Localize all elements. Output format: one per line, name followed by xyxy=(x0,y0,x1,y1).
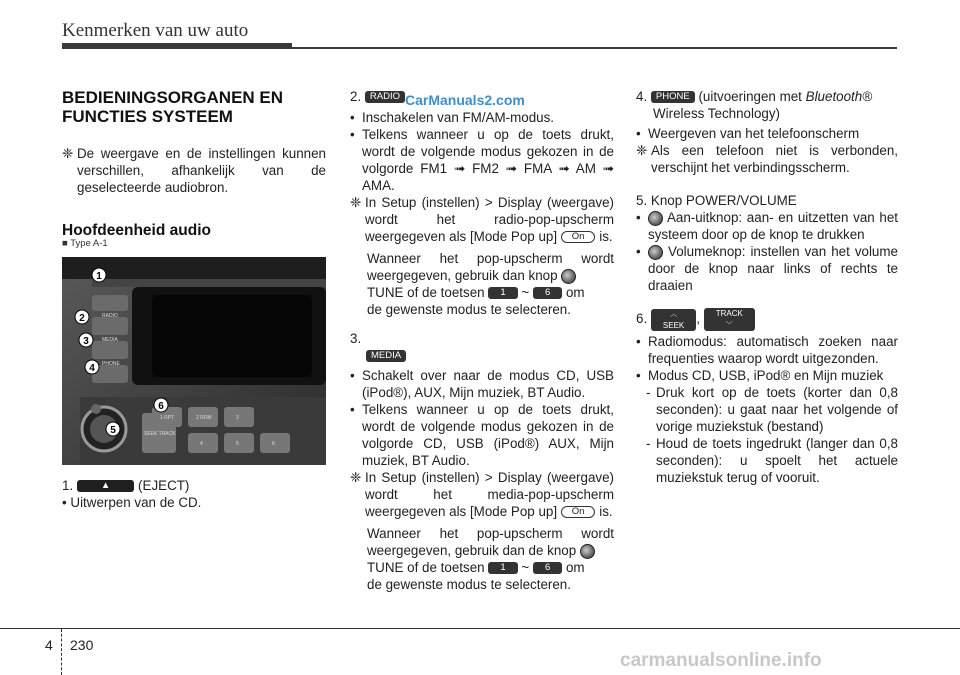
note-marker: ❈ xyxy=(636,143,648,158)
preset-1-button-icon: 1 xyxy=(488,562,517,574)
bullet-text: Aan-uitknop: aan- en uitzetten van het systeem door op de knop te drukken xyxy=(648,210,898,242)
media-button-icon: MEDIA xyxy=(366,350,406,362)
note-text-end: is. xyxy=(599,229,613,244)
header-bar xyxy=(62,43,292,49)
phone-button-icon: PHONE xyxy=(651,91,695,103)
item-1-number: 1. xyxy=(62,478,74,493)
bullet-text: Volumeknop: instellen van het volume door de knop naar links of rechts te draaien xyxy=(648,244,898,293)
section-number: 4 xyxy=(45,637,53,653)
item-6-number: 6. xyxy=(636,311,648,327)
bullet-text: Modus CD, USB, iPod® en Mijn muziek xyxy=(648,368,884,383)
panel-label-media: MEDIA xyxy=(102,337,118,343)
callout-5 xyxy=(106,422,120,436)
panel-label-4: 4 xyxy=(200,441,203,447)
item-5-heading: 5. Knop POWER/VOLUME xyxy=(636,193,797,208)
dash-item: - Houd de toets ingedrukt (langer dan 0,8 seconden): u spoelt het actuele muziekstuk terug of vooruit. xyxy=(646,436,898,485)
on-toggle-icon: On xyxy=(561,506,596,518)
note-text: Als een telefoon niet is verbonden, verschijnt het verbindingsscherm. xyxy=(651,143,898,175)
bluetooth-text: Bluetooth® xyxy=(805,89,873,104)
track-button-icon: TRACK ﹀ xyxy=(704,308,755,331)
preset-6-button-icon: 6 xyxy=(533,287,562,299)
seek-button-icon: ︿ SEEK xyxy=(651,309,696,331)
callout-6 xyxy=(154,398,168,412)
note-text: In Setup (instellen) > Display (weergave) wordt het media-pop-upscherm weergegeven als [Mode Pop up] xyxy=(365,470,614,519)
callout-3 xyxy=(79,333,93,347)
bullet: • Inschakelen van FM/AM-modus. xyxy=(350,109,614,126)
section-heading-line-2: FUNCTIES SYSTEEM xyxy=(62,107,233,126)
callout-1 xyxy=(92,268,106,282)
range-tilde: ~ xyxy=(521,285,530,300)
paragraph xyxy=(350,525,614,593)
svg-text:1: 1 xyxy=(96,271,102,282)
preset-1-button-icon: 1 xyxy=(488,287,517,299)
item-4-number: 4. xyxy=(636,89,648,104)
tune-knob-icon xyxy=(580,544,595,559)
svg-text:2: 2 xyxy=(79,313,85,324)
note xyxy=(636,142,898,176)
note xyxy=(350,194,614,245)
page-number: 230 xyxy=(70,637,94,653)
power-knob-icon xyxy=(648,211,663,226)
item-1-label: (EJECT) xyxy=(138,478,190,493)
note xyxy=(350,469,614,520)
panel-label-6: 6 xyxy=(272,441,275,447)
bullet: • Telkens wanneer u op de toets drukt, wordt de volgende modus gekozen in de volgorde FM1 ➟ FM2 ➟ FMA ➟ AM ➟ AMA. xyxy=(350,127,614,193)
bullet: • Aan-uitknop: aan- en uitzetten van het systeem door op de knop te drukken xyxy=(636,210,898,242)
bullet-text: Schakelt over naar de modus CD, USB (iPod®), AUX, Mijn muziek, BT Audio. xyxy=(362,368,614,400)
eject-button-icon: ▲ xyxy=(77,480,134,492)
bullet: • Telkens wanneer u op de toets drukt, wordt de volgende modus gekozen in de volgorde CD, USB (iPod®) AUX, Mijn muziek, BT Audio. xyxy=(350,402,614,468)
callout-2 xyxy=(75,310,89,324)
note-text: De weergave en de instellingen kunnen verschillen, afhankelijk van de geselecteerde audiobron. xyxy=(77,146,326,195)
bullet: • Weergeven van het telefoonscherm xyxy=(636,125,898,142)
section-heading xyxy=(62,88,326,126)
note-marker: ❈ xyxy=(350,195,362,210)
dash-text: Druk kort op de toets (korter dan 0,8 seconden): u gaat naar het volgende of vorige muziekstuk (bestand) xyxy=(656,385,898,434)
paragraph-text: om xyxy=(565,285,585,300)
separator: , xyxy=(696,311,700,327)
dash-item: - Druk kort op de toets (korter dan 0,8 seconden): u gaat naar het volgende of vorige muziekstuk (bestand) xyxy=(646,385,898,434)
preset-6-button-icon: 6 xyxy=(533,562,562,574)
note-text-end: is. xyxy=(599,504,613,519)
dash-text: Houd de toets ingedrukt (langer dan 0,8 seconden): u spoelt het actuele muziekstuk terug of vooruit. xyxy=(656,436,898,485)
bullet: • Volumeknop: instellen van het volume door de knop naar links of rechts te draaien xyxy=(636,244,898,293)
paragraph-text: Wanneer het pop-upscherm wordt weergegeven, gebruik dan de knop xyxy=(367,526,614,558)
paragraph xyxy=(350,250,614,318)
subheading: Hoofdeenheid audio xyxy=(62,222,211,239)
volume-knob-icon xyxy=(648,245,663,260)
paragraph-text: TUNE of de toetsen xyxy=(367,560,485,575)
svg-text:5: 5 xyxy=(110,425,116,436)
bullet: • Modus CD, USB, iPod® en Mijn muziek xyxy=(636,367,898,384)
column-1 xyxy=(62,88,326,239)
paragraph-text: de gewenste modus te selecteren. xyxy=(367,302,571,317)
panel-label-seek-track: SEEK TRACK xyxy=(144,431,176,437)
on-toggle-icon: On xyxy=(561,231,596,243)
footer-rule xyxy=(0,628,960,629)
bullet-text: Inschakelen van FM/AM-modus. xyxy=(362,110,555,125)
callout-4 xyxy=(85,360,99,374)
svg-text:4: 4 xyxy=(89,363,95,374)
note xyxy=(62,145,326,196)
bullet-text: Telkens wanneer u op de toets drukt, wordt de volgende modus gekozen in de volgorde FM1 ➟ FM2 ➟ FMA ➟ AM ➟ AMA. xyxy=(362,127,614,193)
type-label: ■ Type A-1 xyxy=(62,238,108,249)
footer-divider xyxy=(61,629,62,675)
paragraph-text: de gewenste modus te selecteren. xyxy=(367,577,571,592)
paragraph-text: om xyxy=(565,560,585,575)
bullet: • Radiomodus: automatisch zoeken naar frequenties waarop wordt uitgezonden. xyxy=(636,334,898,366)
bullet-text: Radiomodus: automatisch zoeken naar frequenties waarop wordt uitgezonden. xyxy=(648,334,898,366)
note-text: In Setup (instellen) > Display (weergave) wordt het radio-pop-upscherm weergegeven als [Mode Pop up] xyxy=(365,195,614,244)
watermark-bottom: carmanualsonline.info xyxy=(620,650,822,671)
column-3 xyxy=(636,88,898,486)
radio-button-icon: RADIO xyxy=(365,91,405,103)
panel-label-5: 5 xyxy=(236,441,239,447)
svg-text:3: 3 xyxy=(83,336,89,347)
item-4-text: Wireless Technology) xyxy=(653,106,781,121)
audio-unit-illustration xyxy=(62,257,326,465)
item-1-bullet: • Uitwerpen van de CD. xyxy=(62,495,202,510)
panel-label-2: 2 RDM xyxy=(196,415,212,421)
panel-label-1: 1 RPT xyxy=(160,415,175,421)
header-rule xyxy=(292,47,897,49)
bullet-text: Weergeven van het telefoonscherm xyxy=(648,126,860,141)
range-tilde: ~ xyxy=(521,560,530,575)
panel-label-phone: PHONE xyxy=(102,361,120,367)
audio-unit-photo xyxy=(62,257,326,465)
item-3-number: 3. xyxy=(350,331,362,346)
panel-label-radio: RADIO xyxy=(102,313,118,319)
item-1 xyxy=(62,477,326,511)
bullet-text: Telkens wanneer u op de toets drukt, wordt de volgende modus gekozen in de volgorde CD, USB (iPod®) AUX, Mijn muziek, BT Audio. xyxy=(362,402,614,468)
section-heading-line-1: BEDIENINGSORGANEN EN xyxy=(62,88,284,107)
note-marker: ❈ xyxy=(350,470,362,485)
item-2-number: 2. xyxy=(350,89,362,104)
paragraph-text: Wanneer het pop-upscherm wordt weergegeven, gebruik dan knop xyxy=(367,251,614,283)
note-marker: ❈ xyxy=(62,146,74,161)
watermark-top: CarManuals2.com xyxy=(405,92,525,108)
item-4-text: (uitvoeringen met xyxy=(698,89,802,104)
column-2 xyxy=(350,88,614,593)
panel-label-3: 3 xyxy=(236,415,239,421)
page-header-title: Kenmerken van uw auto xyxy=(62,20,249,41)
svg-text:6: 6 xyxy=(158,401,164,412)
tune-knob-icon xyxy=(561,269,576,284)
bullet: • Schakelt over naar de modus CD, USB (iPod®), AUX, Mijn muziek, BT Audio. xyxy=(350,368,614,400)
paragraph-text: TUNE of de toetsen xyxy=(367,285,485,300)
